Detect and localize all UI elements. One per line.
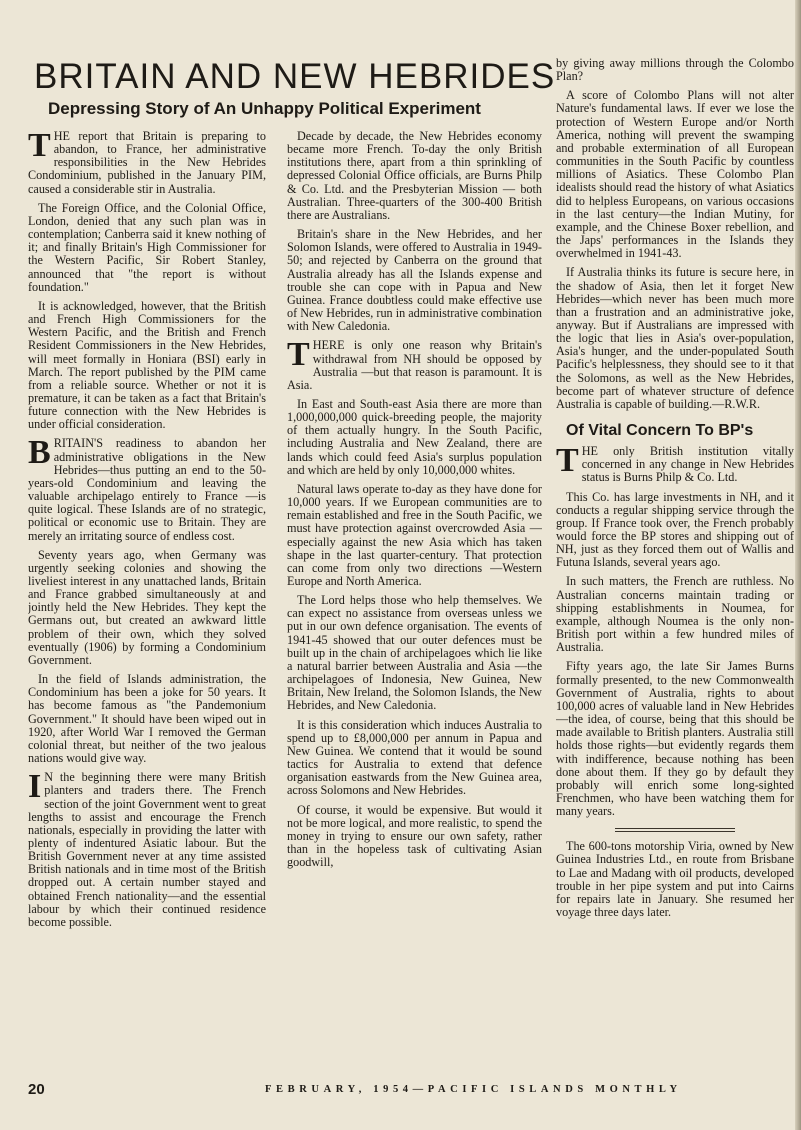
paragraph: The Foreign Office, and the Colonial Office, London, denied that any such plan was in contemplation; Canberra said it knew nothing of it; and finally Britain's High Commissioner for the Western Pacific, Sir Robert Stanley, announced that "the report is without foundation." [28, 200, 266, 294]
paragraph [287, 336, 542, 392]
paragraph: In such matters, the French are ruthless. No Australian concerns maintain trading or shipping establishments in Noumea, for example, although Noumea is the only non-British port within a few hundred miles of Australia. [556, 574, 794, 655]
drop-cap: B [28, 434, 51, 472]
paragraph-text: N the beginning there were many British planters and traders there. The French section of the joint Government went to great lengths to assist and encourage the French nationals, especially in providing the latter with plenty of indentured Asiatic labour. But the British Government never at any time assisted British nationals and in time most of the British dropped out. A certain number stayed and obtained French nationality—and the essential labour by which their continued residence become possible. [28, 770, 266, 929]
page-edge-shadow [795, 0, 801, 1130]
drop-cap: T [287, 336, 310, 374]
paragraph: If Australia thinks its future is secure here, in the shadow of Asia, then let it forget New Hebrides—which never has been much more than a frustration and an administrative joke, anyway. But if Australians are impressed with the logic that lies in Asia's over-population, Asia's hunger, and the under-populated South Pacific's helplessness, they should see to it that the Solomons, as well as the New Hebrides, become part of whatever structure of defence Australia is capable of building.—R.W.R. [556, 265, 794, 411]
article-title: BRITAIN AND NEW HEBRIDES [34, 57, 556, 96]
paragraph: It is acknowledged, however, that the British and French High Commissioners for the Western Pacific, and the British and French Resident Commissioners in the New Hebrides, will meet formally in Honiara (BSI) early in March. The report published by the PIM came from a reliable source. Whether or not it is premature, it can be taken as a fact that Britain's future connection with the New Hebrides is under official consideration. [28, 298, 266, 432]
paragraph-text: HERE is only one reason why Britain's withdrawal from NH should be opposed by Australia —but that reason is paramount. It is Asia. [287, 338, 542, 392]
paragraph: Britain's share in the New Hebrides, and her Solomon Islands, were offered to Australia in 1949-50; and rejected by Canberra on the ground that Australia already has all the Islands expense and trouble she can cope with in Papua and New Guinea. France doubtless could make effective use of New Hebrides, run in administrative combination with New Caledonia. [287, 227, 542, 334]
article-subtitle: Depressing Story of An Unhappy Political Experiment [48, 99, 481, 118]
page-number: 20 [28, 1081, 45, 1098]
paragraph: Decade by decade, the New Hebrides economy became more French. To-day the only British institutions there, apart from a thin sprinkling of depressed Colonial Office officials, are Burns Philp & Co. Ltd. and the Presbyterian Mission — both Australian. Three-quarters of the 300-400 British there are Australians. [287, 130, 542, 222]
paragraph: The Lord helps those who help themselves. We can expect no assistance from overseas unless we put in our own defence organisation. The events of 1941-45 showed that our outer defences must be built up in the chain of archipelagoes which lie like a natural barrier between Australia and Asia —the archipelagoes of Indonesia, New Guinea, New Britain, New Ireland, the Solomon Islands, the New Hebrides, and New Caledonia. [287, 593, 542, 713]
paragraph [28, 434, 266, 543]
text-column-2 [287, 130, 542, 1055]
paragraph: In the field of Islands administration, the Condominium has been a joke for 50 years. It has become famous as "the Pandemonium Government." It should have been wiped out in 1920, after World War I removed the German colonial threat, but neither of the two jealous nations would give way. [28, 672, 266, 766]
drop-cap: T [556, 442, 579, 480]
paragraph-text: HE report that Britain is preparing to abandon, to France, her administrative responsibilities in the New Hebrides Condominium, published in the January PIM, caused a considerable stir in Australia. [28, 130, 266, 196]
text-column-3 [556, 57, 794, 1062]
section-heading: Of Vital Concern To BP's [566, 422, 754, 440]
drop-cap: I [28, 768, 42, 806]
paragraph: by giving away millions through the Colombo Plan? [556, 57, 794, 84]
drop-cap: T [28, 130, 51, 164]
section-divider [615, 828, 735, 832]
paragraph-text: HE only British institution vitally concerned in any change in New Hebrides status is Burns Philp & Co. Ltd. [581, 444, 794, 485]
paragraph-text: RITAIN'S readiness to abandon her administrative obligations in the New Hebrides—thus putting an end to the 50-years-old Condominium and leaving the valuable archipelago entirely to France —is quite logical. These Islands are of no strategic, political or economic use to Britain. They are merely an irritating source of endless cost. [28, 436, 266, 543]
paragraph: Natural laws operate to-day as they have done for 10,000 years. If we European communities are to remain established and free in the South Pacific, we must have protection against overcrowded Asia — especially against the new Asia which has taken shape in the last quarter-century. That protection can come from only two directions —Western Europe and North America. [287, 481, 542, 588]
paragraph: It is this consideration which induces Australia to spend up to £8,000,000 per annum in Papua and New Guinea. We contend that it would be sound tactics for Australia to extend that defence organisation eastwards from the New Guinea area, across Solomons and New Hebrides. [287, 717, 542, 798]
paragraph [28, 768, 266, 929]
paragraph: This Co. has large investments in NH, and it conducts a regular shipping service through the group. If France took over, the French probably would force the BP stores and shipping out of NH, just as they forced them out of Wallis and Futuna Islands, several years ago. [556, 489, 794, 570]
paragraph: Seventy years ago, when Germany was urgently seeking colonies and showing the liveliest interest in any unattached lands, Britain and France grabbed simultaneously at and jointly held the New Hebrides. They kept the Germans out, but created an awkward little problem of their own, which they solved eventually (1906) by forming a Condominium Government. [28, 547, 266, 667]
text-column-1 [28, 130, 266, 1055]
paragraph: Of course, it would be expensive. But would it not be more logical, and more realistic, to spend the money in trying to ensure our own safety, rather than in the hopeless task of cultivating Asian goodwill, [287, 802, 542, 870]
paragraph: The 600-tons motorship Viria, owned by New Guinea Industries Ltd., en route from Brisbane to Lae and Madang with oil products, developed trouble in her pipe system and put into Cairns for repairs late in January. She resumed her voyage three days later. [556, 839, 794, 920]
paragraph: In East and South-east Asia there are more than 1,000,000,000 quick-breeding people, the majority of them actually hungry. In the South Pacific, including Australia and New Zealand, there are lands which could feed Asia's surplus population and which are held by only 10,000,000 whites. [287, 396, 542, 477]
paragraph: Fifty years ago, the late Sir James Burns formally presented, to the new Commonwealth Government of Australia, rights to about 100,000 acres of valuable land in New Hebrides—the idea, of course, being that this should be made available to British planters. Australia still holds those rights—but evidently regards them with indifference, because nothing has been done about them. If they go by default they probably will enrich some long-sighted Frenchmen, who have been watching them for many years. [556, 659, 794, 819]
paragraph [28, 130, 266, 196]
paragraph [556, 442, 794, 485]
running-footer: FEBRUARY, 1954—PACIFIC ISLANDS MONTHLY [265, 1084, 682, 1095]
paragraph: A score of Colombo Plans will not alter Nature's fundamental laws. If ever we lose the protection of Western Europe and/or North America, nothing will prevent the swamping and probable extermination of all European communities in the South Pacific by countless millions of Asiatics. These Colombo Plan idealists should read the history of what Asiatics did to helpless Europeans, on various occasions in the last century—the Indian Mutiny, for example, and the Chinese Boxer rebellion, and the Japs' performances in the Islands they overwhelmed in 1941-43. [556, 88, 794, 261]
